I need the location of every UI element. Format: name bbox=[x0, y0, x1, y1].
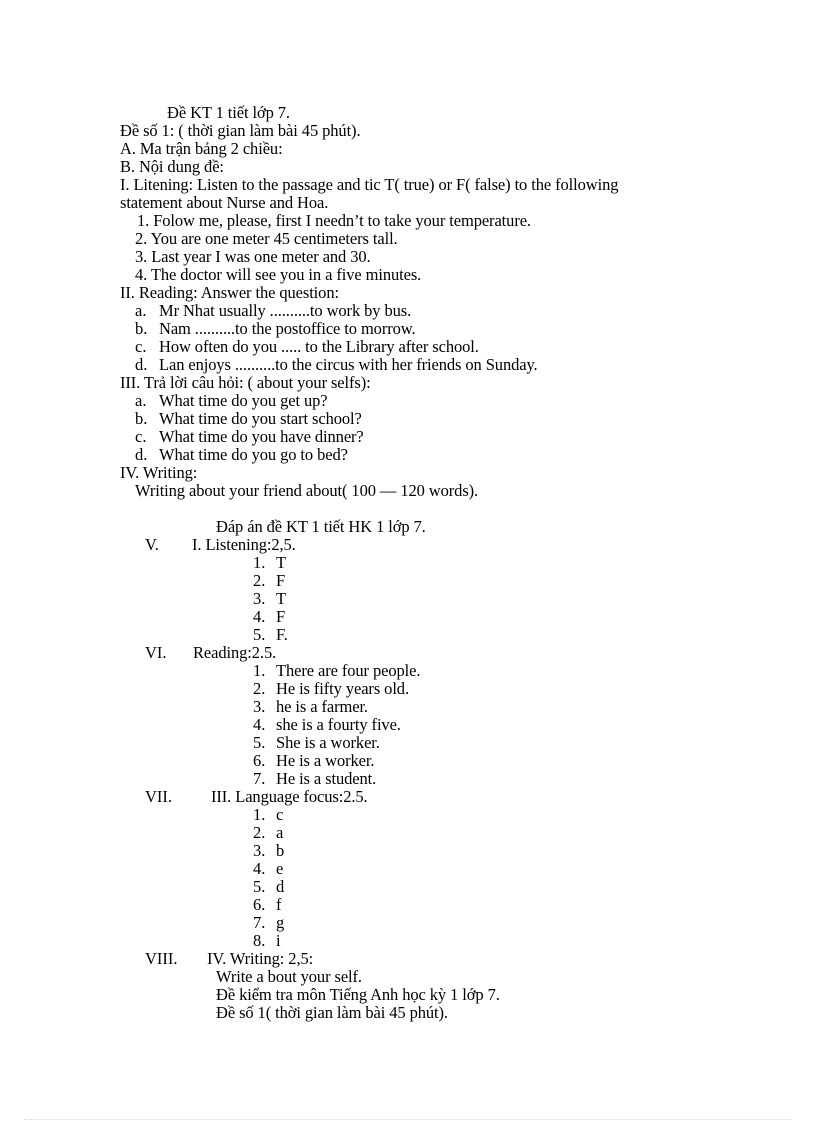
answer-text: he is a farmer. bbox=[276, 697, 368, 716]
answer-number: 1. bbox=[253, 553, 266, 572]
answer-number: 5. bbox=[253, 625, 266, 644]
reading-item-label: d. bbox=[135, 355, 148, 374]
exam-title: Đề KT 1 tiết lớp 7. bbox=[167, 103, 290, 122]
answer-text: f bbox=[276, 895, 282, 914]
answer-number: 4. bbox=[253, 607, 266, 626]
answer-number: 3. bbox=[253, 841, 266, 860]
answer-text: i bbox=[276, 931, 281, 950]
answer-text: g bbox=[276, 913, 285, 932]
answer-section-roman: VI. bbox=[145, 643, 167, 662]
answer-text: T bbox=[276, 553, 286, 572]
question-label: a. bbox=[135, 391, 147, 410]
page-bottom-divider bbox=[24, 1119, 792, 1120]
reading-item-label: b. bbox=[135, 319, 148, 338]
listening-heading: I. Litening: Listen to the passage and tic T( true) or F( false) to the following bbox=[120, 175, 619, 194]
answer-text: She is a worker. bbox=[276, 733, 380, 752]
answer-number: 8. bbox=[253, 931, 266, 950]
answer-text: she is a fourty five. bbox=[276, 715, 401, 734]
answer-section-roman: VII. bbox=[145, 787, 173, 806]
answer-section-roman: V. bbox=[145, 535, 159, 554]
answer-section-heading: I. Listening:2,5. bbox=[192, 535, 296, 554]
answer-number: 7. bbox=[253, 769, 266, 788]
answer-text: F bbox=[276, 607, 286, 626]
answer-section-heading: Reading:2.5. bbox=[193, 643, 277, 662]
section-a-heading: A. Ma trận bảng 2 chiều: bbox=[120, 139, 283, 158]
reading-item-text: How often do you ..... to the Library after school. bbox=[159, 337, 479, 356]
answer-text: He is fifty years old. bbox=[276, 679, 409, 698]
answer-number: 2. bbox=[253, 571, 266, 590]
writing-answer-line: Write a bout your self. bbox=[216, 967, 362, 986]
writing-prompt: Writing about your friend about( 100 — 120 words). bbox=[135, 481, 479, 500]
writing-heading: IV. Writing: bbox=[120, 463, 198, 482]
reading-item-text: Mr Nhat usually ..........to work by bus. bbox=[159, 301, 412, 320]
question-text: What time do you start school? bbox=[159, 409, 362, 428]
answer-number: 6. bbox=[253, 895, 266, 914]
answer-text: b bbox=[276, 841, 285, 860]
answer-section-heading: III. Language focus:2.5. bbox=[211, 787, 368, 806]
answer-number: 6. bbox=[253, 751, 266, 770]
answer-number: 5. bbox=[253, 733, 266, 752]
question-text: What time do you get up? bbox=[159, 391, 328, 410]
answer-number: 5. bbox=[253, 877, 266, 896]
answer-number: 2. bbox=[253, 823, 266, 842]
listening-heading-cont: statement about Nurse and Hoa. bbox=[120, 193, 329, 212]
answer-text: a bbox=[276, 823, 284, 842]
answer-text: F. bbox=[276, 625, 288, 644]
answer-number: 1. bbox=[253, 661, 266, 680]
answer-number: 3. bbox=[253, 697, 266, 716]
answer-number: 3. bbox=[253, 589, 266, 608]
reading-item-label: a. bbox=[135, 301, 147, 320]
answer-number: 1. bbox=[253, 805, 266, 824]
listening-item: 2. You are one meter 45 centimeters tall. bbox=[135, 229, 398, 248]
answer-number: 4. bbox=[253, 859, 266, 878]
answer-section-heading: IV. Writing: 2,5: bbox=[207, 949, 314, 968]
answer-text: He is a student. bbox=[276, 769, 377, 788]
reading-heading: II. Reading: Answer the question: bbox=[120, 283, 339, 302]
questions-heading: III. Trả lời câu hỏi: ( about your selfs): bbox=[120, 373, 371, 392]
reading-item-text: Lan enjoys ..........to the circus with her friends on Sunday. bbox=[159, 355, 538, 374]
question-label: d. bbox=[135, 445, 148, 464]
question-text: What time do you go to bed? bbox=[159, 445, 348, 464]
answer-text: d bbox=[276, 877, 285, 896]
question-label: c. bbox=[135, 427, 147, 446]
answer-number: 7. bbox=[253, 913, 266, 932]
answer-text: e bbox=[276, 859, 284, 878]
question-text: What time do you have dinner? bbox=[159, 427, 364, 446]
writing-answer-line: Đề số 1( thời gian làm bài 45 phút). bbox=[216, 1003, 448, 1022]
reading-item-text: Nam ..........to the postoffice to morrow. bbox=[159, 319, 416, 338]
answer-text: He is a worker. bbox=[276, 751, 375, 770]
section-b-heading: B. Nội dung đề: bbox=[120, 157, 224, 176]
answer-number: 2. bbox=[253, 679, 266, 698]
answer-section-roman: VIII. bbox=[145, 949, 178, 968]
reading-item-label: c. bbox=[135, 337, 147, 356]
answer-text: c bbox=[276, 805, 284, 824]
writing-answer-line: Đề kiểm tra môn Tiếng Anh học kỳ 1 lớp 7. bbox=[216, 985, 500, 1004]
question-label: b. bbox=[135, 409, 148, 428]
exam-subtitle: Đề số 1: ( thời gian làm bài 45 phút). bbox=[120, 121, 361, 140]
answer-text: There are four people. bbox=[276, 661, 421, 680]
answers-title: Đáp án đề KT 1 tiết HK 1 lớp 7. bbox=[216, 517, 426, 536]
listening-item: 4. The doctor will see you in a five minutes. bbox=[135, 265, 422, 284]
listening-item: 3. Last year I was one meter and 30. bbox=[135, 247, 371, 266]
answer-text: T bbox=[276, 589, 286, 608]
answer-text: F bbox=[276, 571, 286, 590]
answer-number: 4. bbox=[253, 715, 266, 734]
listening-item: 1. Folow me, please, first I needn’t to take your temperature. bbox=[137, 211, 531, 230]
